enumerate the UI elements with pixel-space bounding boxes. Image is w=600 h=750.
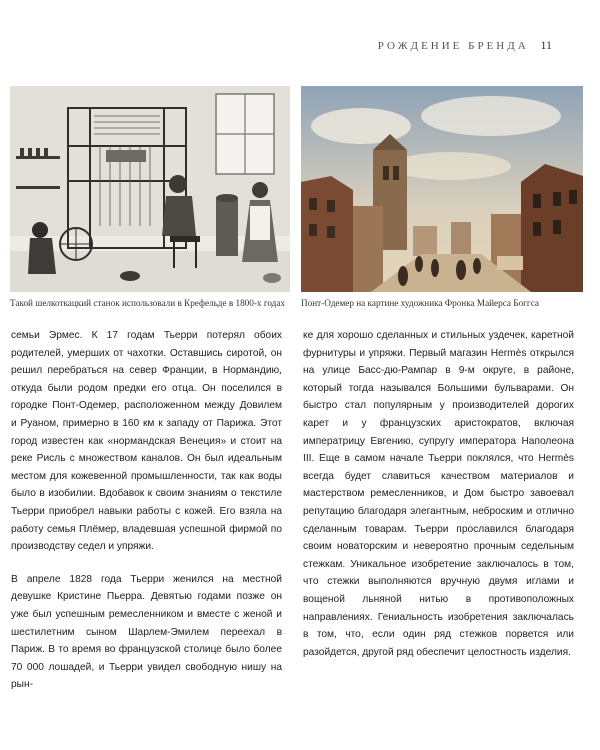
text-column-right (303, 327, 574, 661)
paragraph: ке для хорошо сделанных и стильных уздечек, каретной фурнитуры и упряжи. Первый магазин Hermès открылся на улице Басс-дю-Рампар в 9-м округе, в районе, который тогда назывался Большими бульварами. Он быстро стал популярным у производителей дорогих карет и у французских аристократов, включая императрицу Евгению, супругу императора Наполеона III. Еще в самом начале Тьерри поклялся, что Hermès всегда будет славиться качеством материалов и мастерством ремесленников, и Дом быстро завоевал репутацию благодаря элегантным, неброским и отлично сделанным товарам. Тьерри прославился благодаря своим новаторским и невероятно прочным седельным стежкам. Уникальное изобретение заключалось в том, что стежки выполняются вручную двумя иглами и вощеной льняной нитью в противоположных направлениях. Гениальность изобретения заключалась в том, что, если один ряд стежков порвется или разойдется, другой ряд обеспечит целостность изделия. (303, 330, 574, 658)
section-title: РОЖДЕНИЕ БРЕНДА (377, 40, 529, 52)
paragraph: В апреле 1828 года Тьерри женился на местной девушке Кристине Пьерра. Девятью годами позже он уже был успешным ремесленником и вместе с женой и шестилетним сыном Шарлем-Эмилем переехал в Париж. В то время во французской столице было более 70 000 лошадей, и Тьерри увидел свободную нишу на рын- (11, 573, 282, 691)
pont-audemer-painting (301, 86, 583, 292)
figure-silk-loom (10, 86, 290, 310)
running-header (378, 38, 552, 53)
caption-pont-audemer: Понт-Одемер на картине художника Фронка Майерса Боггса (301, 298, 539, 308)
paragraph: семьи Эрмес. К 17 годам Тьерри потерял обоих родителей, умерших от чахотки. Оставшись сиротой, он решил перебраться на север Франции, в Нормандию, откуда были родом предки его отца. Он поселился в городке Понт-Одемер, расположенном между Довилем и Руаном, примерно в 160 км к западу от Парижа. Этот город известен как «нормандская Венеция» и стоит на реке Рисль с множеством каналов. Он был идеальным местом для кожевенной промышленности, так как воды было в изобилии. Вдобавок к своим знаниям о текстиле Тьерри приобрел навыки работы с кожей. Его взяла на работу семья Плёмер, владевшая успешной фирмой по производству седел и упряжи. (11, 330, 282, 553)
caption-silk-loom: Такой шелкоткацкий станок использовали в Крефельде в 1800-х годах (10, 298, 286, 308)
page-number: 11 (540, 38, 552, 52)
figure-pont-audemer (301, 86, 583, 310)
silk-loom-engraving (10, 86, 290, 292)
text-column-left (11, 327, 282, 694)
